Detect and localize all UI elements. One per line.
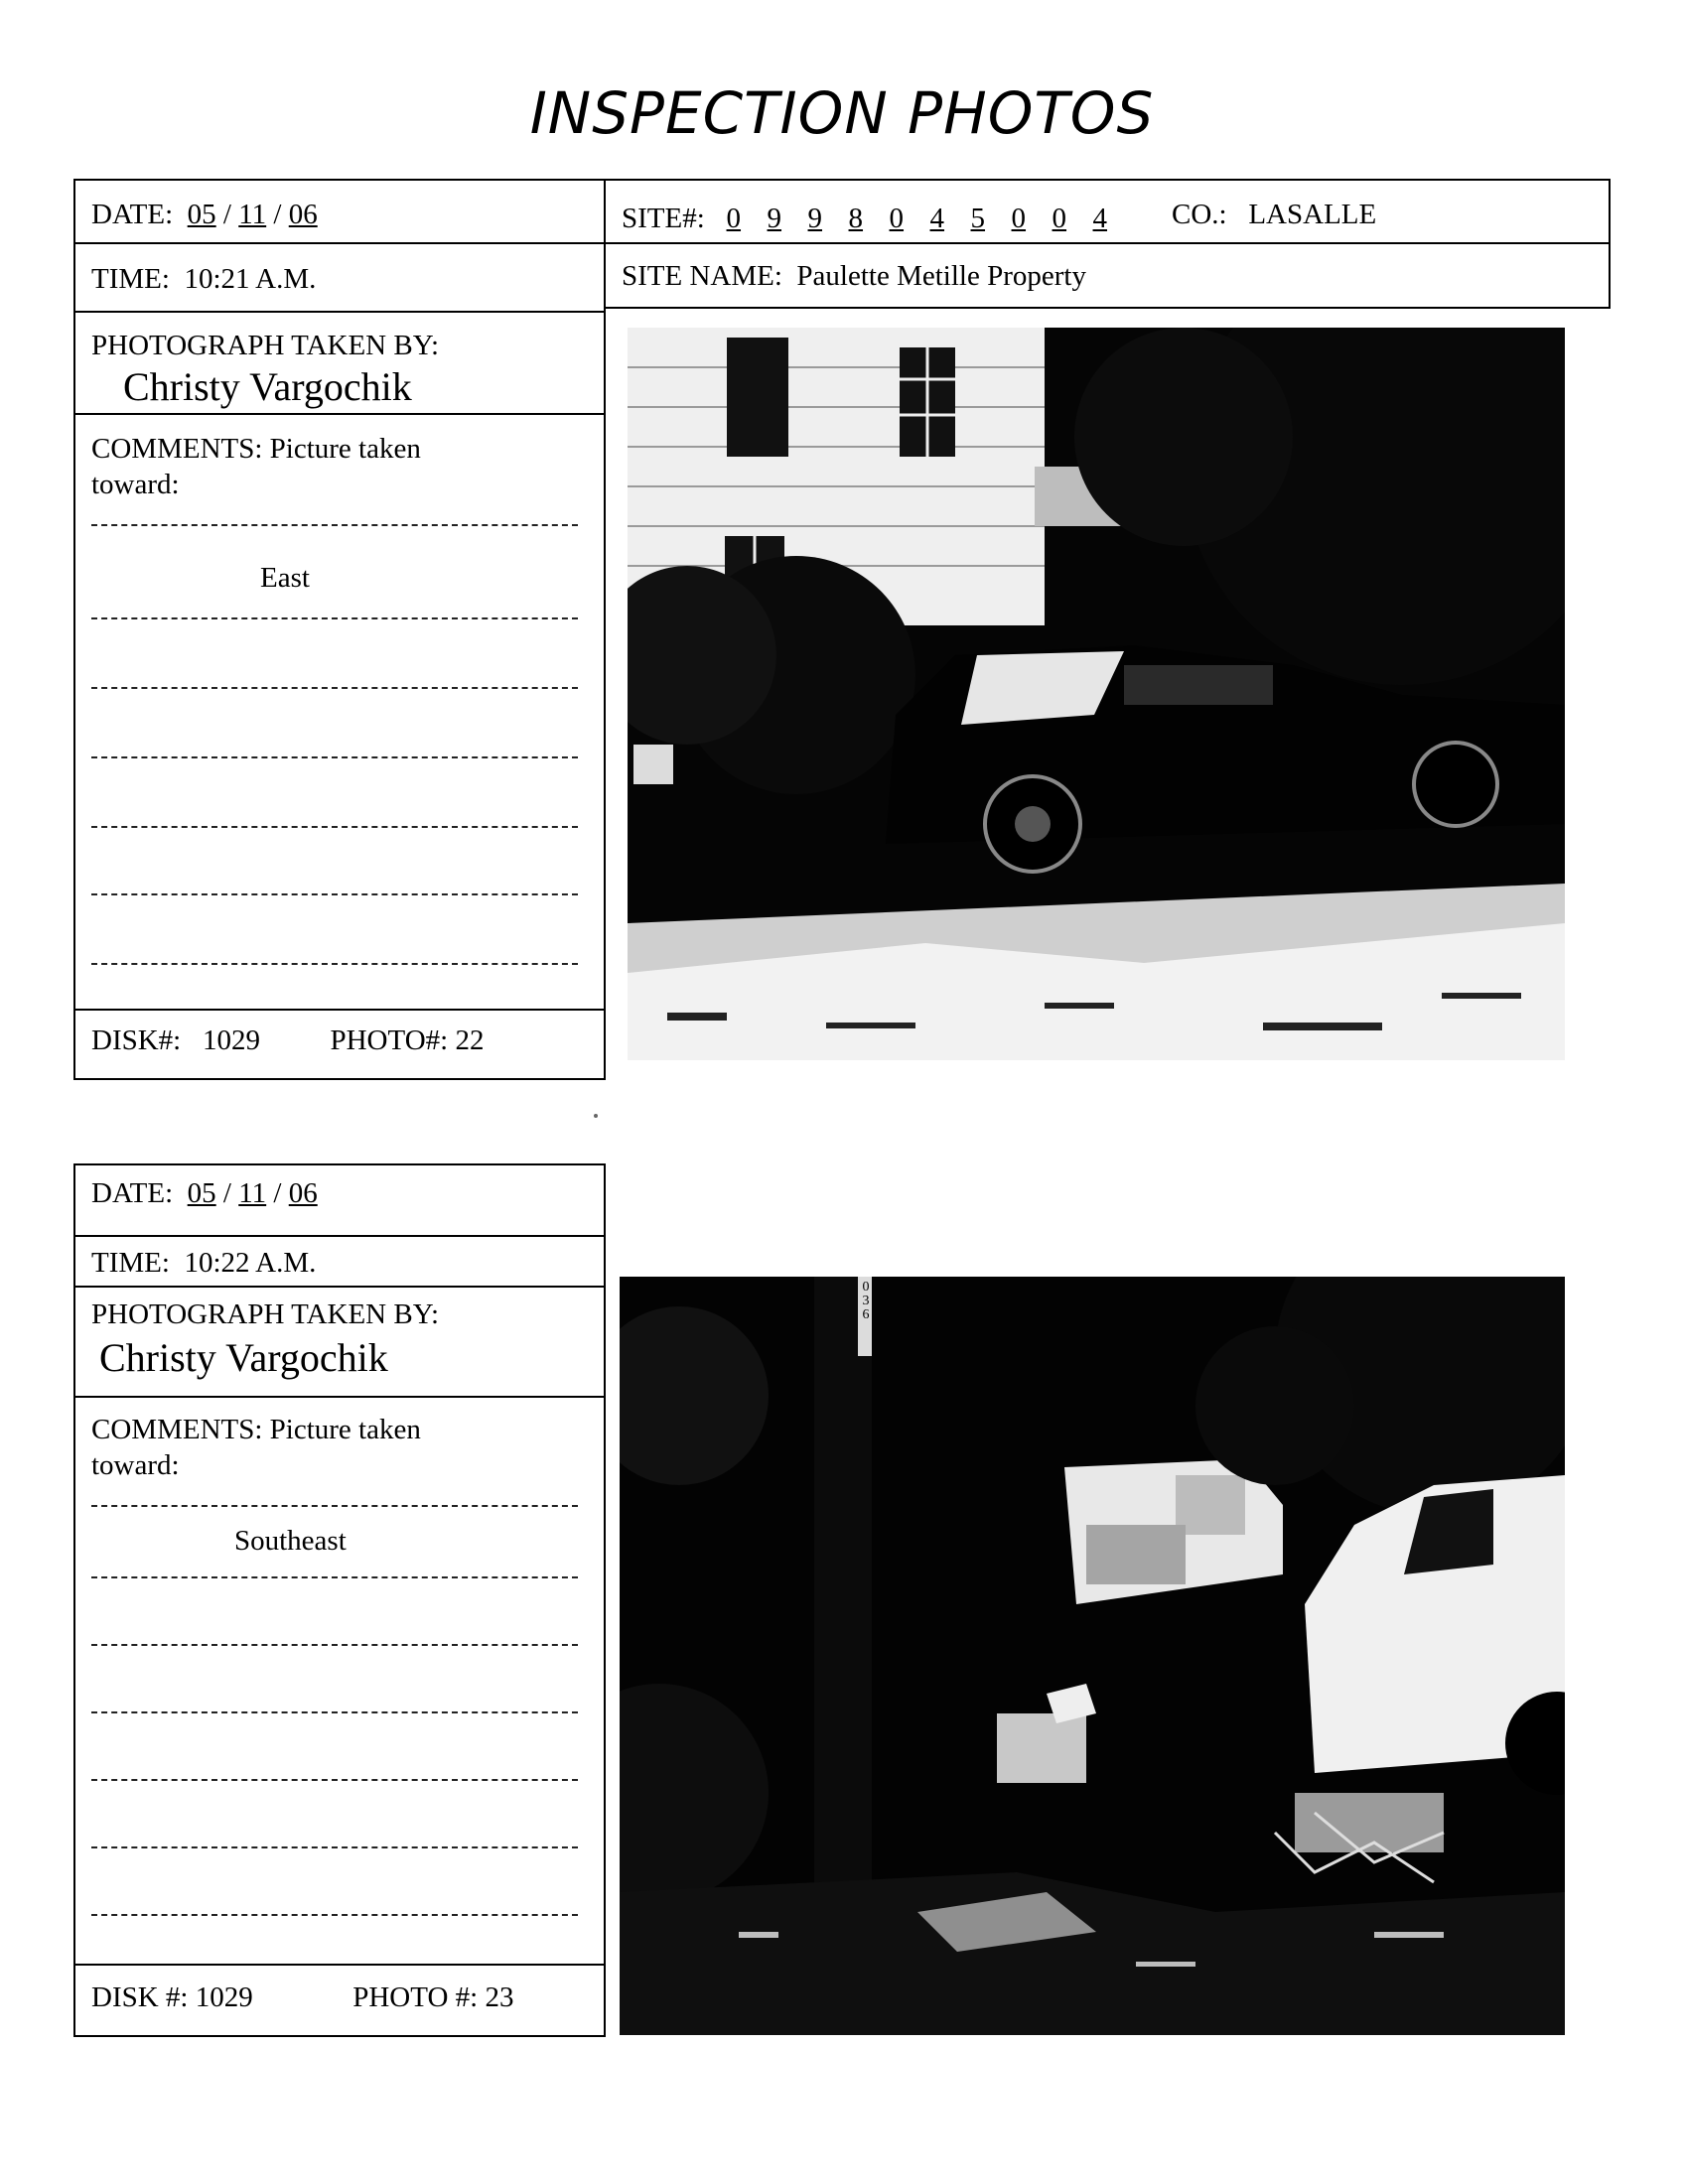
taken-by-label: PHOTOGRAPH TAKEN BY: (91, 330, 440, 361)
inspection-photo-2 (620, 1277, 1565, 2035)
disk-photo-field: DISK #: 1029 PHOTO #: 23 (91, 1981, 514, 2013)
inspection-photo-1 (628, 328, 1565, 1060)
comments-label: COMMENTS: Picture taken toward: (91, 1414, 421, 1481)
entry-2-form (73, 1163, 606, 2037)
disk-photo-field: DISK#: 1029 PHOTO#: 22 (91, 1024, 485, 1056)
site-name-field: SITE NAME: Paulette Metille Property (622, 260, 1086, 292)
direction-value: East (260, 562, 310, 594)
time-field: TIME: 10:21 A.M. (91, 263, 317, 295)
taken-by-label: PHOTOGRAPH TAKEN BY: (91, 1298, 440, 1330)
time-field: TIME: 10:22 A.M. (91, 1247, 317, 1279)
date-field: DATE: 05 / 11 / 06 (91, 199, 318, 230)
pole-sign: 036 (862, 1280, 870, 1322)
entry-1-form (73, 179, 606, 1080)
photographer-name: Christy Vargochik (99, 1335, 388, 1380)
photographer-name: Christy Vargochik (123, 364, 412, 409)
page-title: INSPECTION PHOTOS (529, 79, 1155, 147)
county-field: CO.: LASALLE (1172, 199, 1377, 230)
site-number-field: SITE#: 0 9 9 8 0 4 5 0 0 4 (622, 203, 1108, 234)
direction-value: Southeast (234, 1525, 347, 1557)
comments-label: COMMENTS: Picture taken toward: (91, 433, 421, 500)
date-field: DATE: 05 / 11 / 06 (91, 1177, 318, 1209)
